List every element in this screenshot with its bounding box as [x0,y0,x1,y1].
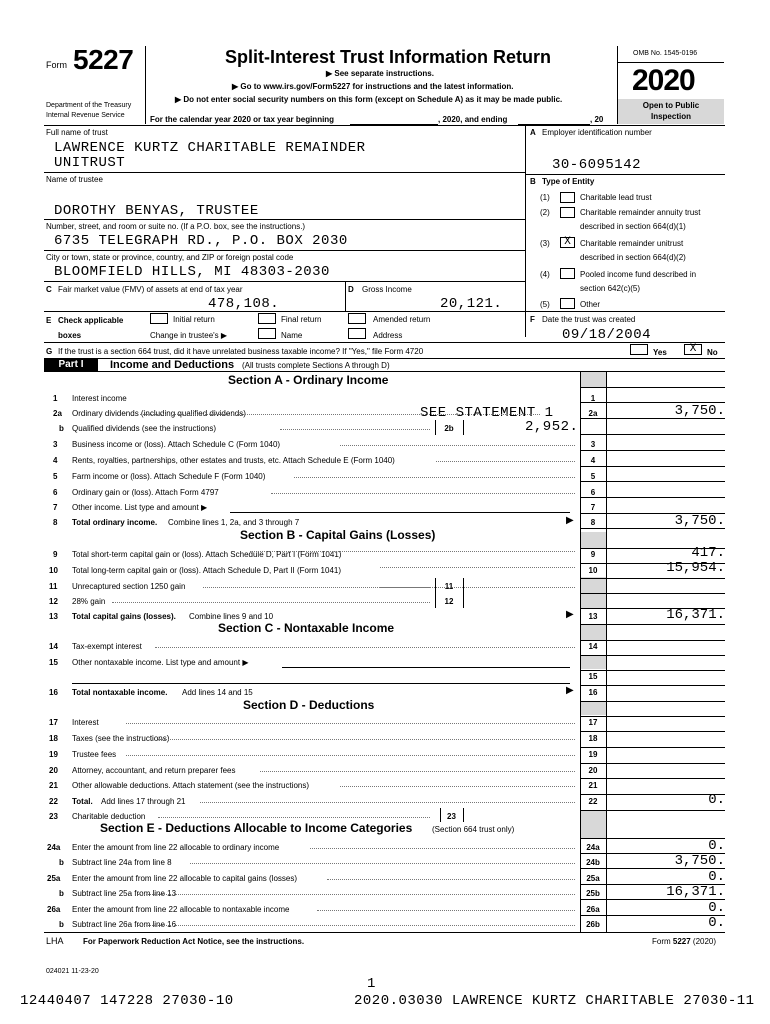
line-2a-label: Ordinary dividends (including qualified dividends) [72,409,246,418]
initial-return-checkbox[interactable] [150,313,168,324]
dept-treasury: Department of the Treasury [46,102,132,109]
line-9-number: 9 [53,550,58,559]
amount-row-rule [580,481,725,482]
ubti-yes-label: Yes [653,348,667,357]
amount-row-rule [580,838,725,839]
line-10-label: Total long-term capital gain or (loss). Attach Schedule D, Part II (Form 1041) [72,566,342,575]
line-24a-number: 24a [47,843,61,852]
f-letter: F [530,315,535,324]
dotted-leader [155,647,575,648]
line-13-label: Total capital gains (losses). [72,612,176,621]
line-4-label: Rents, royalties, partnerships, other estates and trusts, etc. Attach Schedule E (Form 1040) [72,456,395,465]
amended-return-label: Amended return [373,315,431,324]
street-address[interactable]: 6735 TELEGRAPH RD., P.O. BOX 2030 [54,233,348,249]
dotted-leader [327,879,575,880]
amount-row-rule [580,685,725,686]
line-25b-label: Subtract line 25a from line 13 [72,889,177,898]
amount-row-rule [580,418,725,419]
line-20-number: 20 [49,766,58,775]
dotted-leader [158,817,430,818]
line-20-label: Attorney, accountant, and return preparer fees [72,766,236,775]
dotted-leader [310,848,575,849]
section-b-title: Section B - Capital Gains (Losses) [240,528,436,542]
line-10-value[interactable]: 15,954. [666,560,725,576]
type-4-label: Pooled income fund described in [580,270,697,279]
line-13-number: 13 [49,612,58,621]
line-16-label: Total nontaxable income. [72,688,168,697]
line-8-number: 8 [53,518,58,527]
page-number: 1 [367,976,376,992]
amount-row-rule [580,640,725,641]
line-3-label: Business income or (loss). Attach Schedule C (Form 1040) [72,440,281,449]
type-3-number: (3) [540,239,550,248]
type-1-checkbox[interactable] [560,192,575,203]
ubti-yes-checkbox[interactable] [630,344,648,355]
amount-row-rule [580,884,725,885]
line-12-box: 12 [444,597,454,606]
gross-income-label: Gross Income [362,285,412,294]
dotted-leader [200,802,575,803]
address-change-checkbox[interactable] [348,328,366,339]
line-9-box: 9 [590,550,596,559]
section-e-title: Section E - Deductions Allocable to Income Categories [100,821,413,835]
line-16-label-2: Add lines 14 and 15 [182,688,253,697]
amount-row-rule [580,497,725,498]
line-9-label: Total short-term capital gain or (loss). Attach Schedule D, Part I (Form 1041) [72,550,342,559]
line-1-label: Interest income [72,394,127,403]
line-24b-box: 24b [586,858,600,867]
line-5-label: Farm income or (loss). Attach Schedule F (Form 1040) [72,472,266,481]
amount-row-rule [580,513,725,514]
amount-row-rule [580,655,725,656]
line-18-number: 18 [49,734,58,743]
amount-row-rule [580,794,725,795]
left-document-id: 12440407 147228 27030-10 [20,993,234,1009]
line-11-label: Unrecaptured section 1250 gain [72,582,186,591]
line-22-box: 22 [588,797,598,806]
d-letter: D [348,285,354,294]
section-c-title: Section C - Nontaxable Income [218,621,395,635]
line-1-number: 1 [53,394,58,403]
dotted-leader [203,587,430,588]
line-24b-label: Subtract line 24a from line 8 [72,858,172,867]
type-2-checkbox[interactable] [560,207,575,218]
g-question: If the trust is a section 664 trust, did it have unrelated business taxable income? If "Yes," file Form 4720 [58,347,424,356]
omb-number: OMB No. 1545-0196 [633,50,698,57]
line-8-arrow-icon: ▶ [566,515,574,526]
amount-row-rule [580,747,725,748]
line-21-number: 21 [49,781,58,790]
amount-row-rule [580,701,725,702]
ending-label: , 2020, and ending [438,115,508,124]
line-8-label-2: Combine lines 1, 2a, and 3 through 7 [168,518,300,527]
line-13-label-2: Combine lines 9 and 10 [189,612,274,621]
line-2a-number: 2a [53,409,62,418]
calendar-year-label: For the calendar year 2020 or tax year beginning [150,115,335,124]
dept-irs: Internal Revenue Service [46,112,125,119]
tax-year: 2020 [632,64,695,97]
check-applicable-label: Check applicable [58,316,124,325]
right-document-id: 2020.03030 LAWRENCE KURTZ CHARITABLE 27030-11 [354,993,755,1009]
line-9-value[interactable]: 417. [691,545,725,561]
dotted-leader [380,567,575,568]
type-3-label-2: described in section 664(d)(2) [580,253,686,262]
city-state-zip[interactable]: BLOOMFIELD HILLS, MI 48303-2030 [54,264,330,280]
line-6-box: 6 [590,488,596,497]
dotted-leader [126,723,575,724]
instruction-3: ▶ Do not enter social security numbers on this form (except on Schedule A) as it may be made public. [175,95,563,104]
line-6-number: 6 [53,488,58,497]
line-16-box: 16 [588,688,598,697]
date-created-value[interactable]: 09/18/2004 [562,327,652,343]
line-5-number: 5 [53,472,58,481]
line-22-value[interactable]: 0. [708,792,725,808]
line-15-box: 15 [588,672,598,681]
amount-row-rule [580,563,725,564]
dotted-leader [250,551,575,552]
line-6-label: Ordinary gain or (loss). Attach Form 4797 [72,488,219,497]
amount-row-rule [580,716,725,717]
line-16-number: 16 [49,688,58,697]
street-label: Number, street, and room or suite no. (If a P.O. box, see the instructions.) [46,222,306,231]
dotted-leader [190,863,575,864]
line-2a-value[interactable]: 3,750. [674,403,725,419]
line-8-value[interactable]: 3,750. [674,513,725,529]
line-23-box: 23 [447,812,456,821]
type-of-entity-label: Type of Entity [542,177,595,186]
line-25a-value[interactable]: 0. [708,869,725,885]
line-25a-number: 25a [47,874,61,883]
dotted-leader [112,602,430,603]
line-26a-number: 26a [47,905,61,914]
type-2-label-2: described in section 664(d)(1) [580,222,686,231]
line-17-box: 17 [588,718,598,727]
line-16-arrow-icon: ▶ [566,685,574,696]
line-25a-label: Enter the amount from line 22 allocable to capital gains (losses) [72,874,298,883]
ein-label: Employer identification number [542,128,652,137]
line-24b-value[interactable]: 3,750. [674,853,725,869]
type-3-checkbox[interactable]: X [560,237,575,248]
line-18-label: Taxes (see the instructions) [72,734,170,743]
name-change-label: Name [281,331,303,340]
ending-year-label: , 20 [590,115,604,124]
line-2b-number: b [59,424,64,433]
line-4-box: 4 [590,456,596,465]
line-14-number: 14 [49,642,58,651]
line-5-box: 5 [590,472,596,481]
line-24a-box: 24a [586,843,600,852]
line-18-box: 18 [588,734,598,743]
line-26a-label: Enter the amount from line 22 allocable to nontaxable income [72,905,290,914]
line-25b-box: 25b [586,889,600,898]
line-3-box: 3 [590,440,596,449]
amount-row-rule [580,387,725,388]
amount-row-rule [580,731,725,732]
type-2-number: (2) [540,208,550,217]
e-letter: E [46,316,52,325]
form-code: 024021 11-23-20 [46,968,99,975]
amount-row-rule [580,778,725,779]
type-5-label: Other [580,300,601,309]
line-17-label: Interest [72,718,99,727]
amount-row-rule [580,608,725,609]
line-2a-statement[interactable]: SEE STATEMENT 1 [420,405,554,421]
final-return-checkbox[interactable] [258,313,276,324]
amount-row-rule [580,915,725,916]
line-7-box: 7 [590,503,596,512]
line-17-number: 17 [49,718,58,727]
line-25b-value[interactable]: 16,371. [666,884,725,900]
line-3-number: 3 [53,440,58,449]
inspection-label: Inspection [650,112,691,121]
line-26b-number: b [59,920,64,929]
dotted-leader [271,493,575,494]
g-letter: G [46,347,53,356]
dotted-leader [294,477,575,478]
dotted-leader [260,771,575,772]
lha-label: LHA [46,936,64,946]
line-23-number: 23 [49,812,58,821]
line-1-box: 1 [590,394,596,403]
gross-income-value[interactable]: 20,121. [440,296,503,312]
part-1-note: (All trusts complete Sections A through D) [242,361,390,370]
city-label: City or town, state or province, country, and ZIP or foreign postal code [46,253,294,262]
type-5-number: (5) [540,300,550,309]
line-22-number: 22 [49,797,58,806]
trust-name-label: Full name of trust [46,128,108,137]
line-21-box: 21 [588,781,598,790]
line-21-label: Other allowable deductions. Attach statement (see the instructions) [72,781,310,790]
final-return-label: Final return [281,315,322,324]
ubti-no-label: No [707,348,718,357]
form-word: Form [46,60,67,70]
dotted-leader [126,755,575,756]
section-e-note: (Section 664 trust only) [432,825,515,834]
amount-row-rule [580,624,725,625]
dotted-leader [340,786,575,787]
change-in-trustee-label: Change in trustee's ▶ [150,331,228,340]
line-8-label: Total ordinary income. [72,518,158,527]
line-12-label: 28% gain [72,597,106,606]
line-24a-label: Enter the amount from line 22 allocable to ordinary income [72,843,280,852]
type-4-label-2: section 642(c)(5) [580,284,641,293]
amount-row-rule [580,670,725,671]
line-23-label: Charitable deduction [72,812,146,821]
line-22-label-2: Add lines 17 through 21 [101,797,186,806]
type-5-checkbox[interactable] [560,298,575,309]
line-19-box: 19 [588,750,598,759]
type-4-checkbox[interactable] [560,268,575,279]
type-1-number: (1) [540,193,550,202]
line-26a-value[interactable]: 0. [708,900,725,916]
type-1-label: Charitable lead trust [580,193,652,202]
amended-return-checkbox[interactable] [348,313,366,324]
amount-row-rule [580,868,725,869]
line-11-number: 11 [49,582,58,591]
line-19-number: 19 [49,750,58,759]
amount-row-rule [580,578,725,579]
trust-name-line-1[interactable]: LAWRENCE KURTZ CHARITABLE REMAINDER [54,140,366,156]
line-20-box: 20 [588,766,598,775]
line-10-number: 10 [49,566,58,575]
initial-return-label: Initial return [173,315,215,324]
amount-row-rule [580,899,725,900]
dotted-leader [436,461,575,462]
ubti-no-checkbox[interactable]: X [684,344,702,355]
amount-row-rule [580,434,725,435]
amount-row-rule [580,763,725,764]
line-26a-box: 26a [586,905,600,914]
open-to-public: Open to Public [642,101,700,110]
fmv-value[interactable]: 478,108. [208,296,280,312]
amount-row-rule [580,548,725,549]
type-2-label: Charitable remainder annuity trust [580,208,701,217]
amount-row-rule [580,466,725,467]
amount-row-rule [580,528,725,529]
dotted-leader [280,429,430,430]
amount-row-rule [580,450,725,451]
line-14-label: Tax-exempt interest [72,642,142,651]
line-12-number: 12 [49,597,58,606]
instruction-1: ▶ See separate instructions. [326,69,434,78]
line-19-label: Trustee fees [72,750,117,759]
date-created-label: Date the trust was created [542,315,636,324]
line-7-label: Other income. List type and amount ▶ [72,503,208,512]
line-26b-value[interactable]: 0. [708,915,725,931]
line-13-box: 13 [588,612,598,621]
fmv-label: Fair market value (FMV) of assets at end of tax year [58,285,243,294]
line-15-number: 15 [49,658,58,667]
dotted-leader [138,925,575,926]
check-boxes-label: boxes [58,331,82,340]
dotted-leader [285,414,418,415]
section-d-title: Section D - Deductions [243,698,375,712]
line-7-number: 7 [53,503,58,512]
dotted-leader [340,445,575,446]
address-change-label: Address [373,331,403,340]
a-letter: A [530,128,536,137]
type-4-number: (4) [540,270,550,279]
line-22-label: Total. [72,797,93,806]
line-24b-number: b [59,858,64,867]
line-15-label: Other nontaxable income. List type and amount ▶ [72,658,249,667]
amount-row-rule [580,593,725,594]
amount-row-rule [580,853,725,854]
trustee-name[interactable]: DOROTHY BENYAS, TRUSTEE [54,203,259,219]
type-3-label: Charitable remainder unitrust [580,239,684,248]
dotted-leader [138,894,575,895]
line-24a-value[interactable]: 0. [708,838,725,854]
dotted-leader [317,910,575,911]
trust-name-line-2[interactable]: UNITRUST [54,155,126,171]
name-change-checkbox[interactable] [258,328,276,339]
line-13-value[interactable]: 16,371. [666,607,725,623]
line-25a-box: 25a [586,874,600,883]
form-reference: Form 5227 (2020) [652,937,717,946]
form-number: 5227 [73,44,134,75]
form-title: Split-Interest Trust Information Return [225,47,552,67]
line-2b-box: 2b [444,424,454,433]
paperwork-notice: For Paperwork Reduction Act Notice, see the instructions. [83,937,305,946]
b-letter: B [530,177,536,186]
instruction-2: ▶ Go to www.irs.gov/Form5227 for instructions and the latest information. [232,82,514,91]
section-a-title: Section A - Ordinary Income [228,373,389,387]
line-11-box: 11 [444,582,454,591]
dotted-leader [158,739,575,740]
line-2b-value[interactable]: 2,952. [525,419,579,435]
line-10-box: 10 [588,566,598,575]
line-14-box: 14 [588,642,598,651]
line-2a-box: 2a [588,409,598,418]
amount-row-rule [580,810,725,811]
line-26b-label: Subtract line 26a from line 16 [72,920,177,929]
part-1-title: Income and Deductions [110,359,235,371]
line-8-box: 8 [590,518,596,527]
line-2b-label: Qualified dividends (see the instructions) [72,424,217,433]
amount-row-rule [580,402,725,403]
trustee-label: Name of trustee [46,175,103,184]
c-letter: C [46,285,52,294]
part-1-label: Part I [44,359,98,371]
line-25b-number: b [59,889,64,898]
line-4-number: 4 [53,456,58,465]
line-13-arrow-icon: ▶ [566,609,574,620]
line-26b-box: 26b [586,920,600,929]
ein-value[interactable]: 30-6095142 [552,157,642,173]
